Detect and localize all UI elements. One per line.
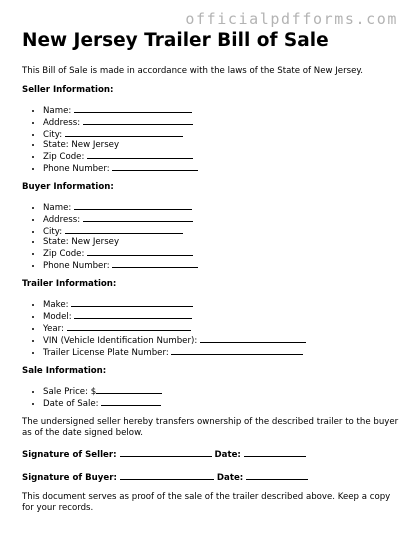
buyer-city-field[interactable]: • City:	[43, 225, 400, 237]
trailer-fields	[22, 298, 400, 358]
buyer-heading: Buyer Information:	[22, 182, 114, 192]
closing-statement: This document serves as proof of the sale of the trailer described above. Keep a copy for your records.	[22, 492, 391, 513]
seller-phone-field[interactable]: • Phone Number:	[43, 162, 400, 174]
seller-fields	[22, 104, 400, 174]
trailer-year-field[interactable]: • Year:	[43, 322, 400, 334]
seller-name-field[interactable]: • Name:	[43, 104, 400, 116]
buyer-address-field[interactable]: • Address:	[43, 213, 400, 225]
sale-price-field[interactable]: • Sale Price: $	[43, 385, 400, 397]
trailer-make-field[interactable]: • Make:	[43, 298, 400, 310]
transfer-statement: The undersigned seller hereby transfers ownership of the described trailer to the buyer as of the date signed below.	[22, 417, 399, 438]
seller-state-field: • State: New Jersey	[43, 140, 400, 150]
seller-signature-line[interactable]: Signature of Seller: Date:	[22, 448, 400, 461]
buyer-fields	[22, 201, 400, 271]
sale-heading: Sale Information:	[22, 366, 107, 376]
seller-zip-field[interactable]: • Zip Code:	[43, 150, 400, 162]
buyer-name-field[interactable]: • Name:	[43, 201, 400, 213]
seller-city-field[interactable]: • City:	[43, 128, 400, 140]
sale-date-field[interactable]: • Date of Sale:	[43, 397, 400, 409]
buyer-state-field: • State: New Jersey	[43, 237, 400, 247]
trailer-model-field[interactable]: • Model:	[43, 310, 400, 322]
buyer-phone-field[interactable]: • Phone Number:	[43, 259, 400, 271]
buyer-zip-field[interactable]: • Zip Code:	[43, 247, 400, 259]
sale-fields	[22, 385, 400, 409]
seller-address-field[interactable]: • Address:	[43, 116, 400, 128]
intro-text: This Bill of Sale is made in accordance with the laws of the State of New Jersey.	[22, 66, 363, 76]
buyer-signature-line[interactable]: Signature of Buyer: Date:	[22, 471, 400, 484]
trailer-heading: Trailer Information:	[22, 279, 117, 289]
trailer-plate-field[interactable]: • Trailer License Plate Number:	[43, 346, 400, 358]
document-page	[22, 30, 400, 513]
trailer-vin-field[interactable]: • VIN (Vehicle Identification Number):	[43, 334, 400, 346]
watermark: officialpdfforms.com	[185, 10, 398, 28]
seller-heading: Seller Information:	[22, 85, 114, 95]
document-title: New Jersey Trailer Bill of Sale	[22, 30, 329, 51]
